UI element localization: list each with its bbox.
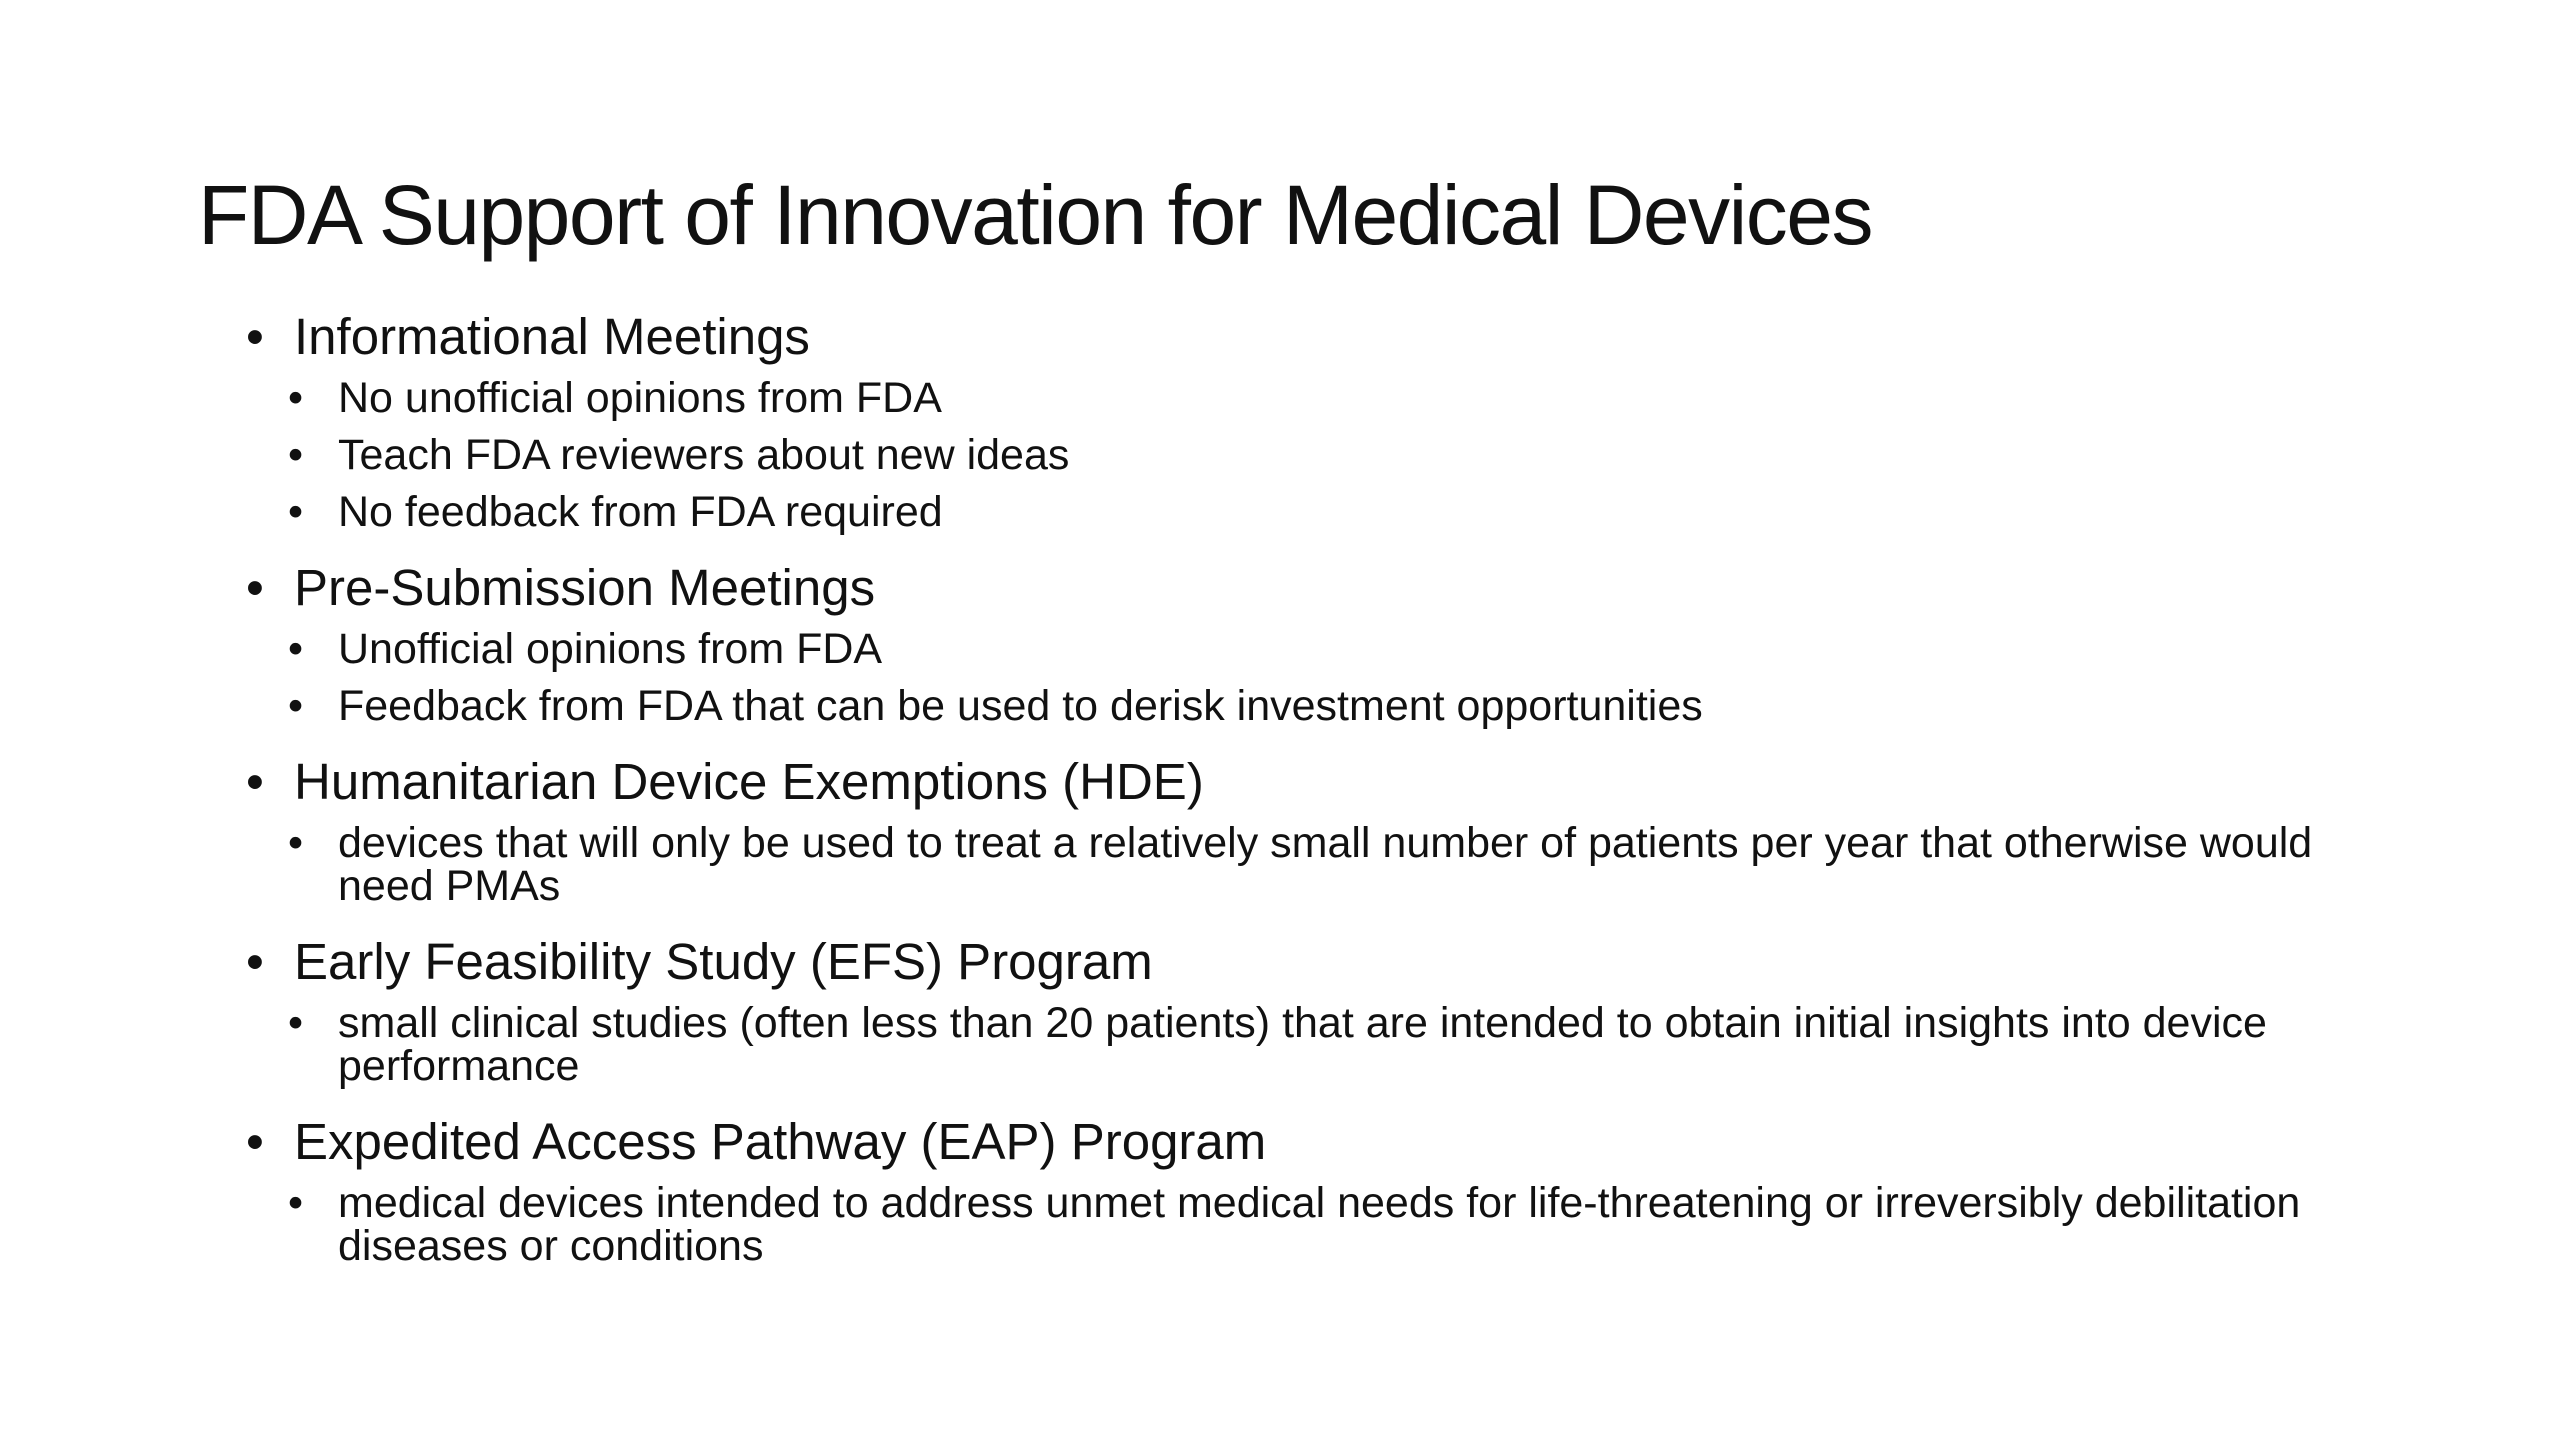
section-heading: • Early Feasibility Study (EFS) Program bbox=[240, 929, 2350, 995]
sub-bullet-list bbox=[240, 1175, 2350, 1275]
section-informational-meetings bbox=[240, 304, 2350, 541]
sub-bullet: • No unofficial opinions from FDA bbox=[186, 370, 2350, 427]
sub-bullet: • Teach FDA reviewers about new ideas bbox=[186, 427, 2350, 484]
sub-bullet-list bbox=[240, 815, 2350, 915]
slide-content bbox=[240, 300, 2350, 1289]
section-pre-submission-meetings bbox=[240, 555, 2350, 735]
sub-bullet: • medical devices intended to address unmet medical needs for life-threatening or irreversibly debilitation diseases or conditions bbox=[186, 1175, 2350, 1275]
sub-bullet: • Unofficial opinions from FDA bbox=[186, 621, 2350, 678]
sub-bullet-list bbox=[240, 621, 2350, 735]
section-heading: • Pre-Submission Meetings bbox=[240, 555, 2350, 621]
sub-bullet: • No feedback from FDA required bbox=[186, 484, 2350, 541]
slide-title: FDA Support of Innovation for Medical Devices bbox=[198, 168, 1873, 262]
sub-bullet-list bbox=[240, 995, 2350, 1095]
section-heading: • Expedited Access Pathway (EAP) Program bbox=[240, 1109, 2350, 1175]
sub-bullet: • Feedback from FDA that can be used to derisk investment opportunities bbox=[186, 678, 2350, 735]
sub-bullet: • small clinical studies (often less than 20 patients) that are intended to obtain initial insights into device performance bbox=[186, 995, 2350, 1095]
sub-bullet-list bbox=[240, 370, 2350, 541]
section-hde bbox=[240, 749, 2350, 915]
section-efs-program bbox=[240, 929, 2350, 1095]
section-eap-program bbox=[240, 1109, 2350, 1275]
sub-bullet: • devices that will only be used to treat a relatively small number of patients per year that otherwise would need PMAs bbox=[186, 815, 2350, 915]
section-heading: • Informational Meetings bbox=[240, 304, 2350, 370]
section-heading: • Humanitarian Device Exemptions (HDE) bbox=[240, 749, 2350, 815]
